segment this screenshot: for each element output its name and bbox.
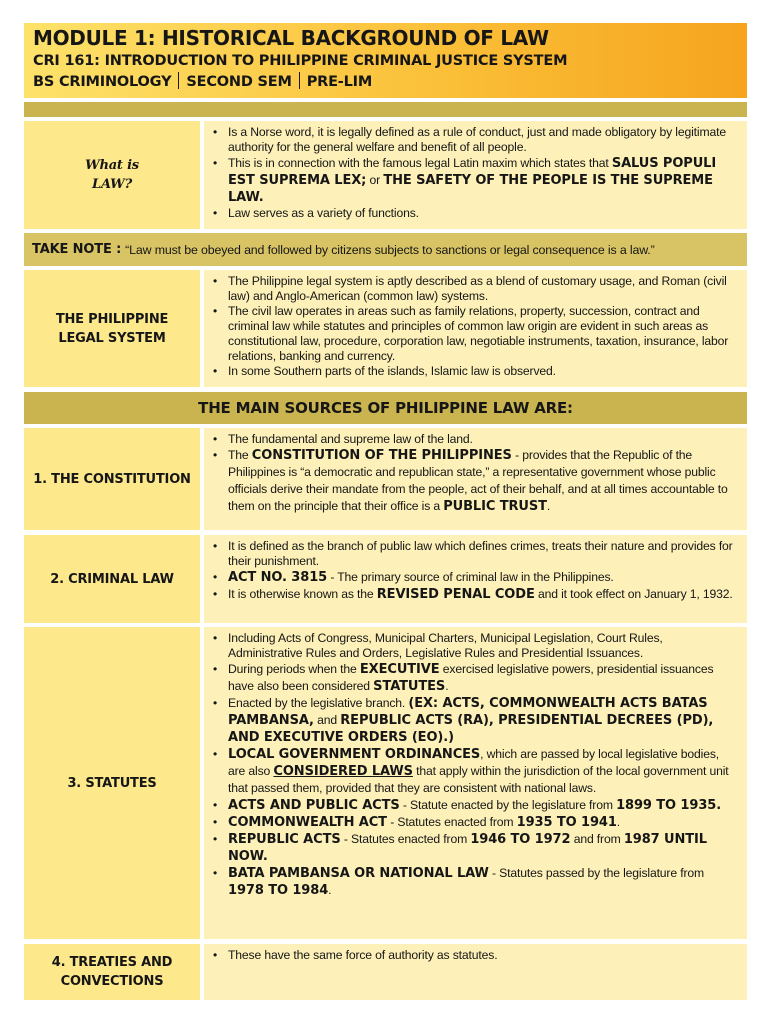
divider-bar: [24, 102, 747, 117]
criminal-law-label: 2. CRIMINAL LAW: [24, 535, 200, 623]
constitution-label: 1. THE CONSTITUTION: [24, 428, 200, 530]
treaties-content: [204, 944, 747, 1000]
separator: [299, 72, 300, 89]
legal-system-label: THE PHILIPPINE LEGAL SYSTEM: [24, 270, 200, 387]
list-item: • This is in connection with the famous legal Latin maxim which states that SALUS POPULI EST SUPREMA LEX; or THE SAFETY OF THE PEOPLE IS THE SUPREME LAW.: [210, 155, 739, 206]
list-item: • The fundamental and supreme law of the land.: [210, 432, 739, 447]
law-label-line-2: LAW?: [92, 177, 132, 192]
separator: [178, 72, 179, 89]
statutes-label: 3. STATUTES: [24, 627, 200, 939]
list-item: • COMMONWEALTH ACT - Statutes enacted from 1935 TO 1941.: [210, 814, 739, 831]
statutes-content: [204, 627, 747, 939]
law-label-line-1: What is: [85, 158, 139, 173]
list-item: • ACTS AND PUBLIC ACTS - Statute enacted by the legislature from 1899 TO 1935.: [210, 797, 739, 814]
law-label: [24, 121, 200, 229]
legal-system-content: [204, 270, 747, 387]
course-meta: [33, 72, 739, 93]
list-item: • Law serves as a variety of functions.: [210, 206, 739, 221]
take-note-text: “Law must be obeyed and followed by citizens subjects to sanctions or legal consequence is a law.”: [125, 242, 655, 257]
program-label: BS CRIMINOLOGY: [33, 74, 172, 90]
list-item: • REPUBLIC ACTS - Statutes enacted from 1946 TO 1972 and from 1987 UNTIL NOW.: [210, 831, 739, 865]
module-title: MODULE 1: HISTORICAL BACKGROUND OF LAW: [33, 26, 549, 50]
take-note-banner: [24, 233, 747, 266]
course-title: CRI 161: INTRODUCTION TO PHILIPPINE CRIMINAL JUSTICE SYSTEM: [33, 53, 568, 69]
module-header: [24, 23, 747, 98]
law-content: [204, 121, 747, 229]
list-item: • During periods when the EXECUTIVE exercised legislative powers, presidential issuances have also been considered STATUTES.: [210, 661, 739, 695]
list-item: • It is defined as the branch of public law which defines crimes, treats their nature and provides for their punishment.: [210, 539, 739, 569]
list-item: • BATA PAMBANSA OR NATIONAL LAW - Statutes passed by the legislature from 1978 TO 1984.: [210, 865, 739, 899]
list-item: • These have the same force of authority as statutes.: [210, 948, 739, 963]
list-item: • It is otherwise known as the REVISED PENAL CODE and it took effect on January 1, 1932.: [210, 586, 739, 603]
constitution-content: [204, 428, 747, 530]
list-item: • Including Acts of Congress, Municipal Charters, Municipal Legislation, Court Rules, Administrative Rules and Orders, Legislative Rules and Presidential Issuances.: [210, 631, 739, 661]
list-item: • Enacted by the legislative branch. (EX: ACTS, COMMONWEALTH ACTS BATAS PAMBANSA, and REPUBLIC ACTS (RA), PRESIDENTIAL DECREES (PD), AND EXECUTIVE ORDERS (EO).): [210, 695, 739, 746]
sources-title: THE MAIN SOURCES OF PHILIPPINE LAW ARE:: [24, 392, 747, 424]
semester-label: SECOND SEM: [186, 74, 292, 90]
list-item: • ACT NO. 3815 - The primary source of criminal law in the Philippines.: [210, 569, 739, 586]
treaties-label: 4. TREATIES AND CONVECTIONS: [24, 944, 200, 1000]
list-item: • The Philippine legal system is aptly described as a blend of customary usage, and Roman (civil law) and Anglo-American (common law) systems.: [210, 274, 739, 304]
criminal-law-content: [204, 535, 747, 623]
list-item: • Is a Norse word, it is legally defined as a rule of conduct, just and made obligatory by legitimate authority for the general welfare and benefit of all people.: [210, 125, 739, 155]
list-item: • LOCAL GOVERNMENT ORDINANCES, which are passed by local legislative bodies, are also CONSIDERED LAWS that apply within the jurisdiction of the local government unit that passed them, provided that they are consistent with national laws.: [210, 746, 739, 797]
list-item: • In some Southern parts of the islands, Islamic law is observed.: [210, 364, 739, 379]
term-label: PRE-LIM: [306, 74, 373, 90]
take-note-label: TAKE NOTE :: [32, 242, 122, 257]
list-item: • The CONSTITUTION OF THE PHILIPPINES - provides that the Republic of the Philippines is “a democratic and republican state,” a representative government whose public officials derive their mandate from the people, act of their behalf, and at all times accountable to them on the principle that their office is a PUBLIC TRUST.: [210, 447, 739, 515]
list-item: • The civil law operates in areas such as family relations, property, succession, contract and criminal law while statutes and principles of common law origin are evident in such areas as constitutional law, procedure, corporation law, negotiable instruments, taxation, insurance, labor relations, banking and currency.: [210, 304, 739, 364]
